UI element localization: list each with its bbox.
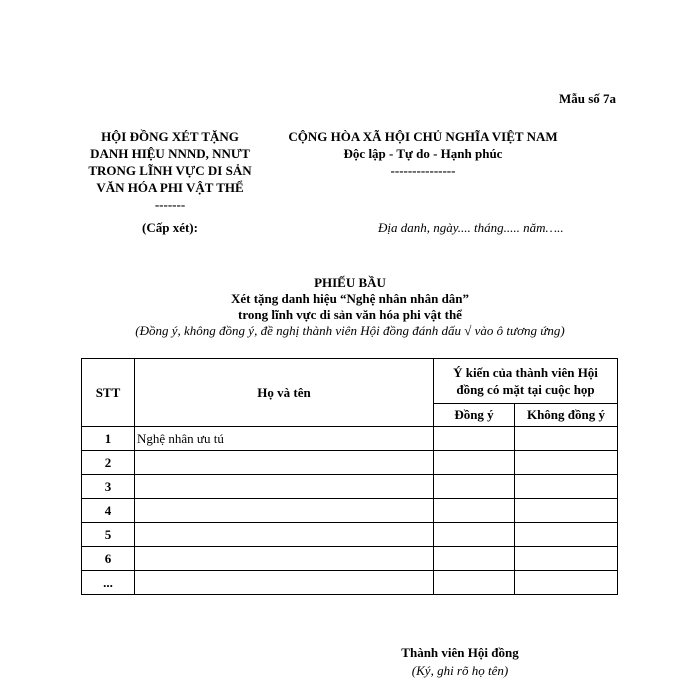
council-line: HỘI ĐỒNG XÉT TẶNG [101,129,239,144]
row-name[interactable]: Nghệ nhân ưu tú [135,427,434,451]
disagree-cell[interactable] [515,427,618,451]
republic-name: CỘNG HÒA XÃ HỘI CHỦ NGHĨA VIỆT NAM [288,129,558,144]
ballot-title: PHIẾU BẦU [314,275,386,290]
table-row [82,475,618,499]
council-line: DANH HIỆU NNND, NNƯT [90,146,250,161]
row-stt: 5 [82,523,135,547]
table-row [82,523,618,547]
table-row [82,547,618,571]
disagree-cell[interactable] [515,475,618,499]
council-line: TRONG LĨNH VỰC DI SẢN [88,163,252,178]
agree-cell[interactable] [434,451,515,475]
row-name[interactable] [135,451,434,475]
vote-table [81,358,618,595]
council-header [70,128,270,213]
row-name[interactable] [135,547,434,571]
row-stt: 1 [82,427,135,451]
header-disagree: Không đồng ý [515,404,618,427]
agree-cell[interactable] [434,427,515,451]
disagree-cell[interactable] [515,523,618,547]
agree-cell[interactable] [434,571,515,595]
row-stt: 2 [82,451,135,475]
date-line: Địa danh, ngày.... tháng..... năm….. [378,220,564,235]
row-stt: 4 [82,499,135,523]
row-name[interactable] [135,523,434,547]
row-name[interactable] [135,475,434,499]
header-name: Họ và tên [135,359,434,427]
republic-header [268,128,578,179]
header-stt: STT [82,359,135,427]
signer-title: Thành viên Hội đồng [401,645,519,660]
level-label: (Cấp xét): [142,220,198,235]
agree-cell[interactable] [434,547,515,571]
form-number: Mẫu số 7a [558,91,616,106]
disagree-cell[interactable] [515,499,618,523]
row-stt: 3 [82,475,135,499]
header-opinion: Ý kiến của thành viên Hội đồng có mặt tại cuộc họp [434,359,618,404]
agree-cell[interactable] [434,475,515,499]
ballot-field: trong lĩnh vực di sản văn hóa phi vật thể [238,307,462,322]
disagree-cell[interactable] [515,547,618,571]
disagree-cell[interactable] [515,451,618,475]
council-divider: ------- [154,197,186,212]
table-row [82,571,618,595]
row-stt: ... [82,571,135,595]
table-row [82,499,618,523]
agree-cell[interactable] [434,523,515,547]
row-name[interactable] [135,499,434,523]
republic-motto: Độc lập - Tự do - Hạnh phúc [343,146,503,161]
republic-divider: --------------- [390,163,456,178]
table-row [82,451,618,475]
disagree-cell[interactable] [515,571,618,595]
agree-cell[interactable] [434,499,515,523]
ballot-instruction: (Đồng ý, không đồng ý, đề nghị thành viên Hội đồng đánh dấu √ vào ô tương ứng) [135,323,565,338]
council-line: VĂN HÓA PHI VẬT THỂ [96,180,244,195]
header-agree: Đồng ý [434,404,515,427]
signer-note: (Ký, ghi rõ họ tên) [411,663,509,678]
row-stt: 6 [82,547,135,571]
ballot-subtitle: Xét tặng danh hiệu “Nghệ nhân nhân dân” [230,291,470,306]
row-name[interactable] [135,571,434,595]
signer-block [380,644,540,680]
ballot-heading [100,275,600,339]
table-row [82,427,618,451]
